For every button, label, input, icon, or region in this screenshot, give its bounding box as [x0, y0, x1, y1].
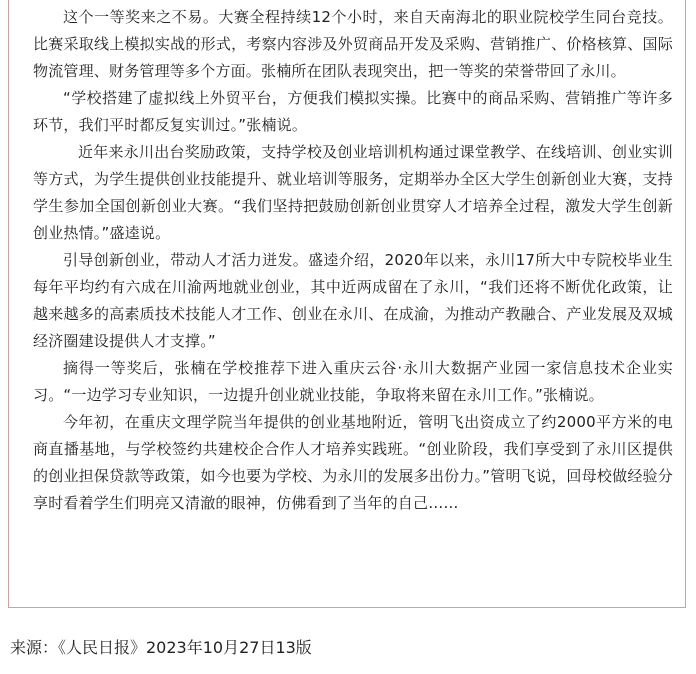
article-paragraph-4: 引导创新创业，带动人才活力迸发。盛逵介绍，2020年以来，永川17所大中专院校毕业生每年平均约有六成在川渝两地就业创业，其中近两成留在了永川，“我们还将不断优化政策，让越来越多的高素质技术技能人才工作、创业在永川、在成渝，为推动产教融合、产业发展及双城经济圈建设提供人才支撑。”: [33, 251, 673, 350]
article-paragraph-1: 这个一等奖来之不易。大赛全程持续12个小时，来自天南海北的职业院校学生同台竞技。比赛采取线上模拟实战的形式，考察内容涉及外贸商品开发及采购、营销推广、价格核算、国际物流管理、财务管理等多个方面。张楠所在团队表现突出，把一等奖的荣誉带回了永川。: [33, 8, 673, 80]
article-paragraph-2: “学校搭建了虚拟线上外贸平台，方便我们模拟实操。比赛中的商品采购、营销推广等许多环节，我们平时都反复实训过。”张楠说。: [33, 89, 673, 134]
article-paragraph-5: 摘得一等奖后，张楠在学校推荐下进入重庆云谷·永川大数据产业园一家信息技术企业实习。“一边学习专业知识，一边提升创业就业技能，争取将来留在永川工作。”张楠说。: [33, 359, 673, 404]
article-paragraph-3: 近年来永川出台奖励政策，支持学校及创业培训机构通过课堂教学、在线培训、创业实训等方式，为学生提供创业技能提升、就业培训等服务，定期举办全区大学生创新创业大赛，支持学生参加全国创新创业大赛。“我们坚持把鼓励创新创业贯穿人才培养全过程，激发大学生创新创业热情。”盛逵说。: [33, 143, 673, 242]
article-paragraph-6: 今年初，在重庆文理学院当年提供的创业基地附近，管明飞出资成立了约2000平方米的电商直播基地，与学校签约共建校企合作人才培养实践班。“创业阶段，我们享受到了永川区提供的创业担保贷款等政策，如今也要为学校、为永川的发展多出份力。”管明飞说，回母校做经验分享时看着学生们明亮又清澈的眼神，仿佛看到了当年的自己……: [33, 413, 673, 512]
source-citation: 来源：《人民日报》2023年10月27日13版: [10, 638, 312, 657]
article-content-box: [8, 0, 686, 608]
